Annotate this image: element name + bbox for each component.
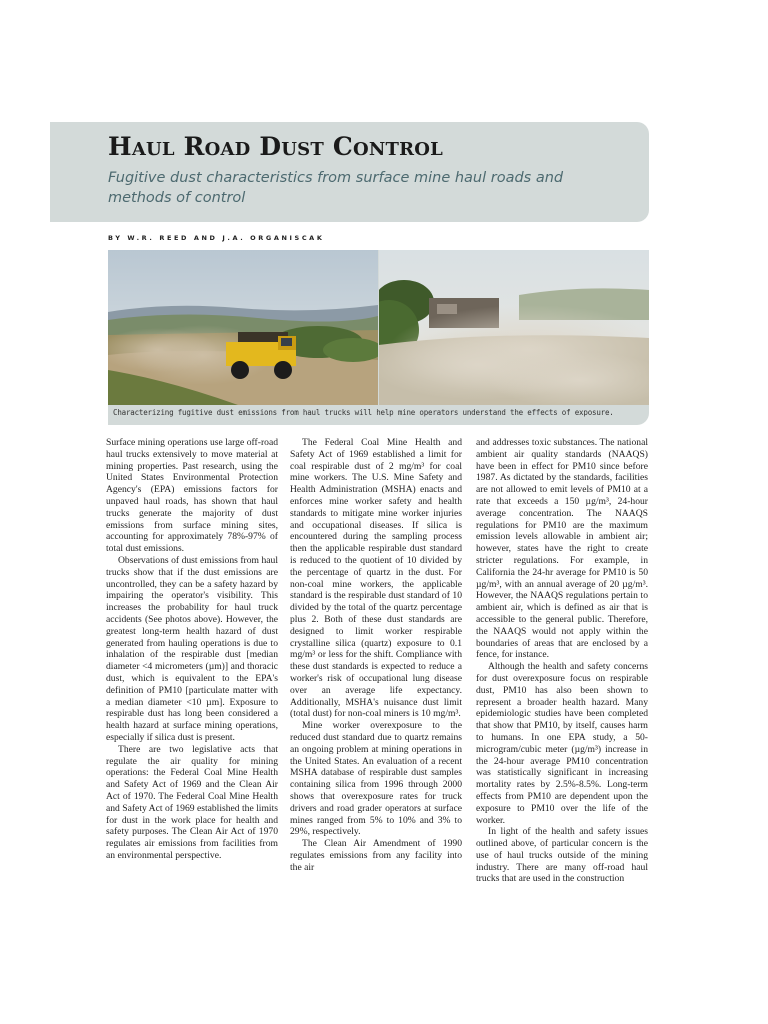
paragraph: Observations of dust emissions from haul trucks show that if the dust emissions are uncontrolled, they can be a safety hazard by impairing the operator's visibility. This increases the probability for haul truck accidents (See photos above). However, the greatest long-term health hazard of dust generated from hauling operations is due to inhalation of the respirable dust [median diameter <4 micrometers (µm)] and thoracic dust, which is equivalent to the EPA's definition of PM10 [particulate matter with a median diameter <10 µm]. Exposure to respirable dust has long been considered a health hazard at surface mining operations, especially if silica dust is present.: [106, 554, 278, 743]
paragraph: The Clean Air Amendment of 1990 regulates emissions from any facility into the air: [290, 838, 462, 873]
haul-truck-photo-left: [108, 250, 378, 405]
paragraph: The Federal Coal Mine Health and Safety Act of 1969 established a limit for coal respirable dust of 2 mg/m³ for coal mine workers. The U.S. Mine Safety and Health Administration (MSHA) enacts and enforces mine worker safety and health standards to mitigate mine worker injuries and occupational diseases. If silica is encountered during the sampling process then the applicable respirable dust standard is reduced to the quotient of 10 divided by the percentage of quartz in the dust. For non-coal mine workers, the applicable standard is the respirable dust standard of 10 divided by the total of the quartz percentage plus 2. Both of these dust standards are designed to limit worker respirable crystalline silica (quartz) exposure to 0.1 mg/m³ or less for the shift. Compliance with these dust standards is expected to reduce a worker's risk of occupational lung disease over an average life expectancy. Additionally, MSHA's nuisance dust limit (total dust) for non-coal miners is 10 mg/m³.: [290, 437, 462, 720]
paragraph: and addresses toxic substances. The national ambient air quality standards (NAAQS) have been in effect for PM10 since before 1987. As dictated by the standards, facilities are not allowed to emit levels of PM10 at a rate that exceeds a 150 µg/m³, 24-hour average concentration. The NAAQS regulations for PM10 are the maximum emission levels allowable in ambient air; however, states have the right to create stricter regulations. For example, in California the 24-hr average for PM10 is 50 µg/m³, with an annual average of 20 µg/m³. However, the NAAQS regulations pertain to ambient air, which is defined as air that is accessible to the general public. Therefore, the NAAQS would not apply within the boundaries of areas that are enclosed by a fence, for instance.: [476, 437, 648, 661]
paragraph: Mine worker overexposure to the reduced dust standard due to quartz remains an ongoing problem at mining operations in the United States. An evaluation of a recent MSHA database of respirable dust samples containing silica from 1996 through 2000 shows that overexposure rates for truck drivers and road grader operators at surface mines ranged from 5% to 10% and 3% to 29%, respectively.: [290, 720, 462, 838]
article-subtitle: Fugitive dust characteristics from surface mine haul roads and methods of control: [108, 170, 564, 206]
photo-figure: [108, 250, 649, 425]
haul-truck-photo-right: [379, 250, 649, 405]
text-column-1: [106, 437, 278, 862]
text-column-2: [290, 437, 462, 873]
paragraph: Surface mining operations use large off-road haul trucks extensively to move material at mining properties. Past research, using the United States Environmental Protection Agency's (EPA) emissions factors for unpaved haul roads, has shown that haul trucks generate the majority of dust emissions from surface mining sites, accounting for approximately 78%-97% of total dust emissions.: [106, 437, 278, 555]
paragraph: In light of the health and safety issues outlined above, of particular concern is the use of haul trucks outside of the mining industry. There are many off-road haul trucks that are used in the construction: [476, 826, 648, 885]
paragraph: Although the health and safety concerns for dust overexposure focus on respirable dust, PM10 has also been shown to represent a broader health hazard. Many epidemiologic studies have been completed that show that PM10, by itself, causes harm to humans. In one EPA study, a 50-microgram/cubic meter (µg/m³) increase in the 24-hour average PM10 concentration was statistically significant in increasing mortality rates by 2.5%-8.5%. Long-term effects from PM10 are dependent upon the exposure to PM10 over the life of the worker.: [476, 661, 648, 826]
text-column-3: [476, 437, 648, 885]
figure-caption: Characterizing fugitive dust emissions from haul trucks will help mine operators understand the effects of exposure.: [113, 408, 614, 417]
paragraph: There are two legislative acts that regulate the air quality for mining operations: the Federal Coal Mine Health and Safety Act of 1969 and the Clean Air Act of 1970. The Federal Coal Mine Health and Safety Act of 1969 established the limits for dust in the work place for health and safety purposes. The Clean Air Act of 1970 regulates air emissions from facilities from an environmental perspective.: [106, 743, 278, 861]
header-banner: [50, 122, 649, 222]
byline: BY W.R. REED AND J.A. ORGANISCAK: [108, 234, 325, 242]
article-title: Haul Road Dust Control: [108, 132, 443, 161]
